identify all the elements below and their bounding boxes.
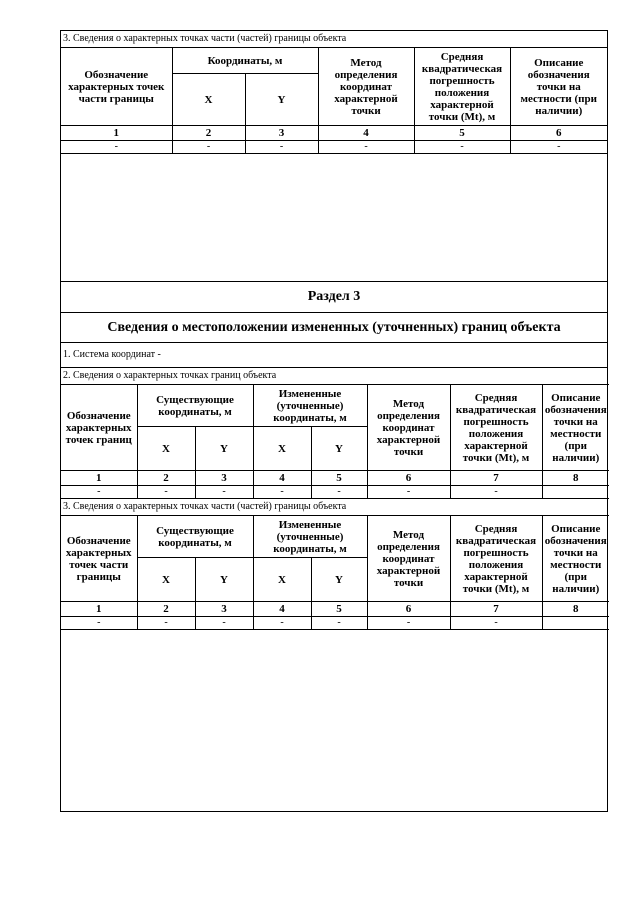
col-number: 5 [311,471,367,486]
header-x: X [253,558,311,602]
table-cell: - [253,486,311,499]
table-cell: - [311,617,367,630]
header-y: Y [195,558,253,602]
col-number: 3 [195,471,253,486]
header-method: Метод определения координат характерной точки [367,516,450,602]
col-number: 7 [450,471,542,486]
col-number: 6 [510,126,607,141]
table-part-boundary-points [61,31,607,154]
col-number: 5 [414,126,510,141]
col-number: 2 [137,602,195,617]
col-number: 1 [61,471,137,486]
header-existing-coords: Существующие координаты, м [137,516,253,558]
header-existing-coords: Существующие координаты, м [137,385,253,427]
table-cell: - [253,617,311,630]
empty-area [61,154,607,282]
header-designation: Обозначение характерных точек границ [61,385,137,471]
header-x: X [253,427,311,471]
table2-caption: 2. Сведения о характерных точках границ объекта [61,368,609,385]
table-cell: - [311,486,367,499]
table-cell: - [367,486,450,499]
header-designation: Обозначение характерных точек части границы [61,48,172,126]
header-y: Y [195,427,253,471]
header-x: X [172,74,245,126]
table-boundary-points [61,368,609,499]
header-description: Описание обозначения точки на местности (при наличии) [542,385,609,471]
table-cell: - [172,141,245,154]
table-cell [542,486,609,499]
col-number: 4 [253,602,311,617]
header-y: Y [311,558,367,602]
table-cell: - [61,617,137,630]
header-y: Y [245,74,318,126]
col-number: 1 [61,602,137,617]
header-y: Y [311,427,367,471]
col-number: 3 [245,126,318,141]
table-cell: - [245,141,318,154]
header-changed-coords: Измененные (уточненные) координаты, м [253,516,367,558]
header-x: X [137,427,195,471]
header-mse: Средняя квадратическая погрешность положения характерной точки (Mt), м [450,516,542,602]
header-method: Метод определения координат характерной точки [318,48,414,126]
table-cell: - [367,617,450,630]
col-number: 2 [172,126,245,141]
header-method: Метод определения координат характерной точки [367,385,450,471]
header-mse: Средняя квадратическая погрешность положения характерной точки (Mt), м [450,385,542,471]
col-number: 3 [195,602,253,617]
header-description: Описание обозначения точки на местности (при наличии) [510,48,607,126]
header-mse: Средняя квадратическая погрешность положения характерной точки (Mt), м [414,48,510,126]
col-number: 8 [542,602,609,617]
col-number: 6 [367,602,450,617]
col-number: 7 [450,602,542,617]
table-cell: - [195,617,253,630]
table-cell [542,617,609,630]
section-subtitle: Сведения о местоположении измененных (уточненных) границ объекта [61,313,607,343]
col-number: 6 [367,471,450,486]
table-part-boundary-changed-points [61,499,609,630]
col-number: 5 [311,602,367,617]
header-changed-coords: Измененные (уточненные) координаты, м [253,385,367,427]
document-frame [60,30,608,812]
header-description: Описание обозначения точки на местности (при наличии) [542,516,609,602]
col-number: 4 [253,471,311,486]
col-number: 4 [318,126,414,141]
table-cell: - [61,141,172,154]
table-cell: - [318,141,414,154]
table3-caption: 3. Сведения о характерных точках части (частей) границы объекта [61,499,609,516]
col-number: 8 [542,471,609,486]
section-title: Раздел 3 [61,282,607,313]
header-designation: Обозначение характерных точек части границы [61,516,137,602]
coordinate-system: 1. Система координат - [61,343,607,368]
table-cell: - [450,486,542,499]
table-cell: - [195,486,253,499]
table-cell: - [510,141,607,154]
table-cell: - [61,486,137,499]
col-number: 1 [61,126,172,141]
table-cell: - [137,486,195,499]
header-coords: Координаты, м [172,48,318,74]
header-x: X [137,558,195,602]
table1-caption: 3. Сведения о характерных точках части (частей) границы объекта [61,31,607,48]
table-cell: - [450,617,542,630]
table-cell: - [414,141,510,154]
col-number: 2 [137,471,195,486]
table-cell: - [137,617,195,630]
